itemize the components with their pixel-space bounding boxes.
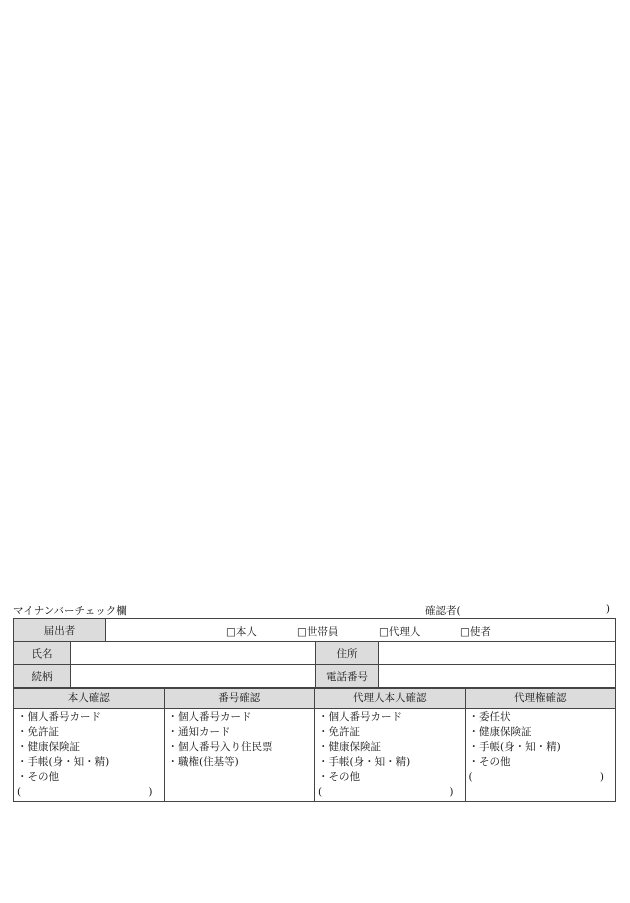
paren-close: ) [148, 786, 153, 798]
check-item[interactable]: ・免許証 [318, 726, 360, 738]
check-item[interactable]: ・個人番号入り住民票 [167, 741, 273, 753]
form-header [13, 600, 616, 618]
number-check-column [165, 689, 316, 801]
applicant-options [106, 619, 615, 641]
check-item[interactable]: ・通知カード [167, 726, 231, 738]
check-item[interactable]: ・個人番号カード [17, 711, 101, 723]
relationship-phone-row [14, 665, 615, 688]
check-item[interactable]: ・健康保険証 [468, 726, 532, 738]
paren-open: ( [468, 771, 473, 783]
verification-sections [14, 688, 615, 801]
name-field[interactable] [71, 642, 316, 664]
check-item[interactable]: ・手帳(身・知・精) [318, 756, 411, 768]
authority-check-column [466, 689, 616, 801]
option-self[interactable]: □本人 [226, 626, 257, 638]
check-item[interactable]: ・委任状 [468, 711, 511, 723]
relationship-label: 続柄 [14, 665, 71, 687]
option-messenger[interactable]: □使者 [460, 626, 491, 638]
phone-label: 電話番号 [316, 665, 379, 687]
phone-field[interactable] [379, 665, 615, 687]
check-item[interactable]: ・個人番号カード [167, 711, 252, 723]
name-address-row [14, 642, 615, 665]
address-field[interactable] [379, 642, 615, 664]
check-table [13, 618, 616, 802]
paren-open: ( [318, 786, 323, 798]
check-item[interactable]: ・その他 [17, 771, 59, 783]
authority-check-body [466, 709, 616, 801]
paren-close: ) [599, 771, 604, 783]
option-household-member[interactable]: □世帯員 [297, 626, 339, 638]
other-detail-field[interactable] [469, 770, 613, 785]
confirmer-label: 確認者( [425, 605, 461, 617]
check-item[interactable]: ・職権(住基等) [167, 756, 239, 768]
other-detail-field[interactable] [17, 785, 161, 800]
number-check-header: 番号確認 [165, 689, 315, 709]
number-check-body [165, 709, 315, 801]
option-agent[interactable]: □代理人 [379, 626, 421, 638]
agent-identity-check-body [315, 709, 465, 801]
check-item[interactable]: ・個人番号カード [318, 711, 402, 723]
check-item[interactable]: ・その他 [318, 771, 360, 783]
agent-identity-check-header: 代理人本人確認 [315, 689, 465, 709]
mynumber-check-form [13, 600, 616, 802]
form-title: マイナンバーチェック欄 [13, 605, 127, 617]
identity-check-column [14, 689, 165, 801]
applicant-label: 届出者 [14, 619, 106, 641]
check-item[interactable]: ・健康保険証 [17, 741, 80, 753]
paren-close: ) [449, 786, 454, 798]
check-item[interactable]: ・健康保険証 [318, 741, 381, 753]
check-item[interactable]: ・手帳(身・知・精) [468, 741, 561, 753]
agent-identity-check-column [315, 689, 466, 801]
applicant-row [14, 619, 615, 642]
check-item[interactable]: ・手帳(身・知・精) [17, 756, 110, 768]
other-detail-field[interactable] [318, 785, 462, 800]
name-label: 氏名 [14, 642, 71, 664]
authority-check-header: 代理権確認 [466, 689, 616, 709]
paren-open: ( [17, 786, 22, 798]
check-item[interactable]: ・免許証 [17, 726, 59, 738]
address-label: 住所 [316, 642, 379, 664]
relationship-field[interactable] [71, 665, 316, 687]
identity-check-header: 本人確認 [14, 689, 164, 709]
identity-check-body [14, 709, 164, 801]
check-item[interactable]: ・その他 [468, 756, 511, 768]
confirmer-close-paren: ) [605, 603, 610, 615]
